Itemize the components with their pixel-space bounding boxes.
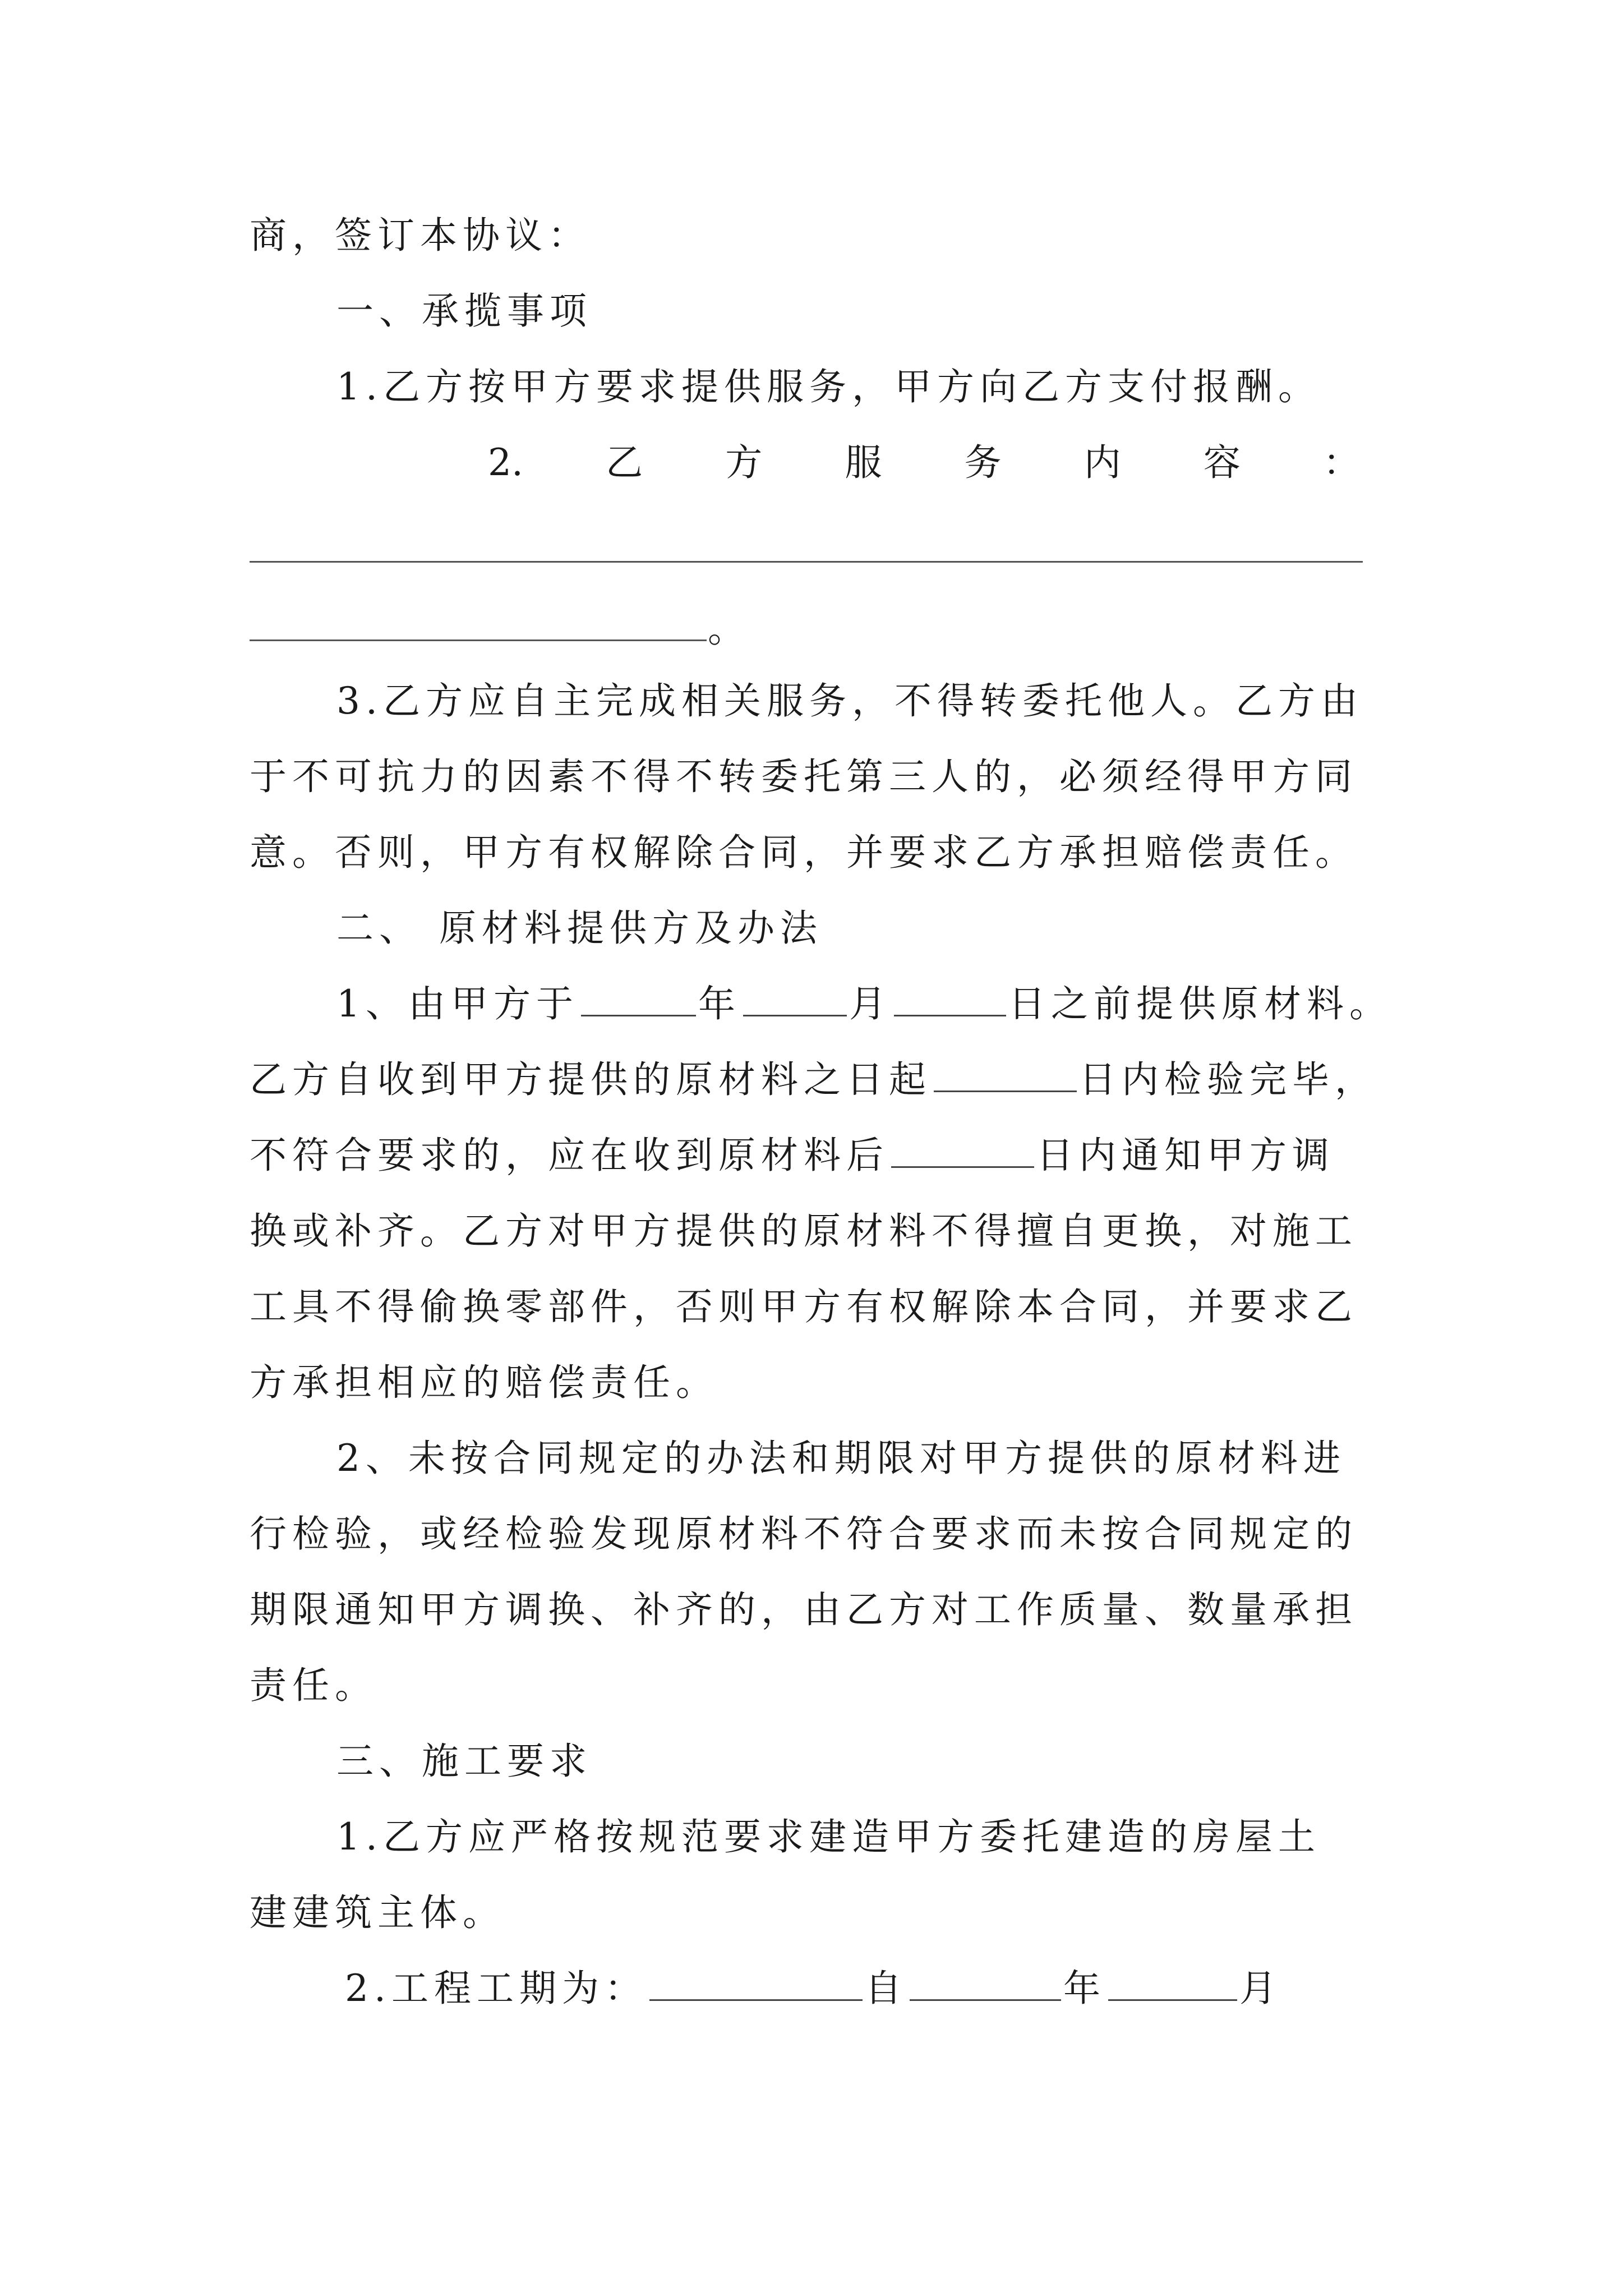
paragraph-line: 责任。 bbox=[250, 1664, 377, 1707]
text-segment: 月 bbox=[1239, 1967, 1282, 2010]
paragraph-line: 3.乙方应自主完成相关服务，不得转委托他人。乙方由 bbox=[336, 679, 1363, 723]
notice-days-blank[interactable] bbox=[891, 1134, 1034, 1168]
label-char: 务 bbox=[964, 441, 1002, 484]
label-char: ： bbox=[1322, 441, 1360, 484]
paragraph-line: 换或补齐。乙方对甲方提供的原材料不得擅自更换，对施工 bbox=[250, 1209, 1358, 1253]
period-mark: 。 bbox=[708, 608, 750, 651]
year-blank[interactable] bbox=[581, 982, 696, 1016]
paragraph-line: 1.乙方应严格按规范要求建造甲方委托建造的房屋土 bbox=[336, 1815, 1321, 1858]
text-segment: 2.工程工期为： bbox=[345, 1967, 647, 2010]
day-blank[interactable] bbox=[894, 982, 1006, 1016]
month-blank[interactable] bbox=[1108, 1967, 1237, 2001]
paragraph-line: 期限通知甲方调换、补齐的，由乙方对工作质量、数量承担 bbox=[250, 1588, 1358, 1631]
text-segment: 月 bbox=[849, 982, 892, 1025]
paragraph-line: 方承担相应的赔偿责任。 bbox=[250, 1361, 718, 1404]
year-blank[interactable] bbox=[910, 1967, 1061, 2001]
text-segment: 日内通知甲方调 bbox=[1036, 1134, 1335, 1177]
text-segment: 1、由甲方于 bbox=[336, 982, 579, 1025]
month-blank[interactable] bbox=[743, 982, 847, 1016]
paragraph-line bbox=[250, 1130, 1388, 1181]
service-content-label bbox=[488, 438, 1360, 488]
section-heading: 一、承揽事项 bbox=[336, 289, 592, 333]
text-segment: 不符合要求的，应在收到原材料后 bbox=[250, 1134, 889, 1177]
fill-in-blank-line[interactable] bbox=[250, 561, 1363, 563]
section-heading: 三、施工要求 bbox=[336, 1740, 592, 1783]
text-segment: 自 bbox=[864, 1967, 907, 2010]
label-char: 乙 bbox=[606, 441, 643, 484]
text-segment: 年 bbox=[1063, 1967, 1106, 2010]
paragraph-line: 于不可抗力的因素不得不转委托第三人的，必须经得甲方同 bbox=[250, 755, 1358, 798]
inspection-days-blank[interactable] bbox=[934, 1058, 1077, 1092]
paragraph-line bbox=[345, 1963, 1396, 2014]
text-segment: 日内检验完毕， bbox=[1079, 1058, 1377, 1101]
text-segment: 年 bbox=[698, 982, 741, 1025]
paragraph-line bbox=[250, 1055, 1388, 1105]
label-char: 容 bbox=[1203, 441, 1241, 484]
label-char: 内 bbox=[1083, 441, 1121, 484]
paragraph-line: 工具不得偷换零部件，否则甲方有权解除本合同，并要求乙 bbox=[250, 1285, 1358, 1328]
paragraph-line bbox=[336, 979, 1392, 1029]
text-segment: 乙方自收到甲方提供的原材料之日起 bbox=[250, 1058, 932, 1101]
label-char: 方 bbox=[725, 441, 763, 484]
fill-in-blank-line[interactable] bbox=[250, 639, 707, 641]
paragraph-line: 2、未按合同规定的办法和期限对甲方提供的原材料进 bbox=[336, 1437, 1346, 1480]
text-segment: 日之前提供原材料。 bbox=[1008, 982, 1392, 1025]
paragraph-line: 建建筑主体。 bbox=[250, 1891, 505, 1934]
section-heading: 二、 原材料提供方及办法 bbox=[336, 907, 823, 950]
label-char: 2. bbox=[488, 441, 523, 484]
paragraph-line: 商，签订本协议： bbox=[250, 214, 591, 257]
label-char: 服 bbox=[845, 441, 882, 484]
duration-blank[interactable] bbox=[649, 1967, 863, 2001]
paragraph-line: 1.乙方按甲方要求提供服务，甲方向乙方支付报酬。 bbox=[336, 365, 1321, 408]
paragraph-line: 行检验，或经检验发现原材料不符合要求而未按合同规定的 bbox=[250, 1512, 1358, 1556]
paragraph-line: 意。否则，甲方有权解除合同，并要求乙方承担赔偿责任。 bbox=[250, 831, 1358, 874]
